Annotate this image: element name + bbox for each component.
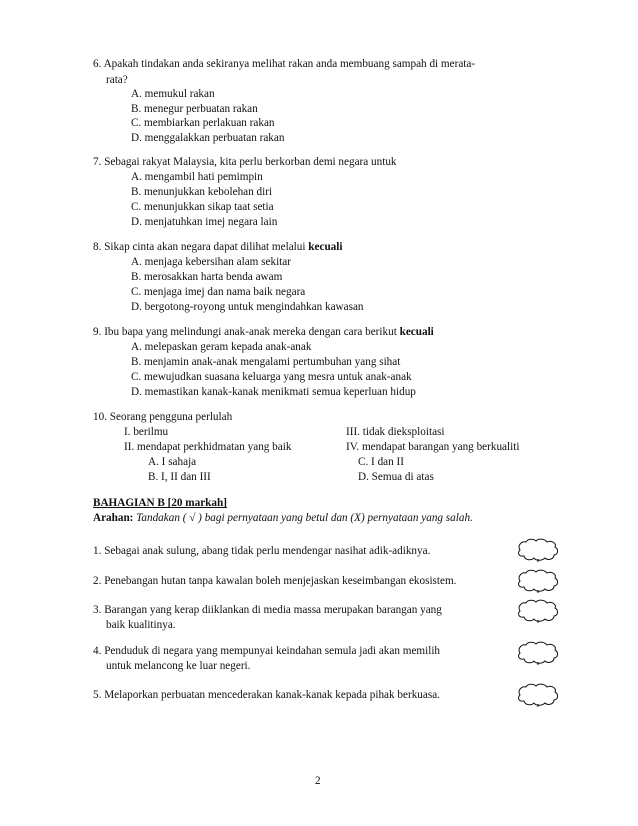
- q9-option-c: C. mewujudkan suasana keluarga yang mesra untuk anak-anak: [131, 371, 412, 383]
- q8-keyword: kecuali: [308, 241, 343, 253]
- cloud-shape-icon: [519, 642, 558, 663]
- q10-option-a: A. I sahaja: [148, 456, 197, 468]
- q6-option-b: B. menegur perbuatan rakan: [131, 103, 258, 115]
- b-item-3-cont: baik kualitinya.: [106, 619, 176, 631]
- q7-stem: 7. Sebagai rakyat Malaysia, kita perlu berkorban demi negara untuk: [93, 156, 397, 168]
- q10-option-c: C. I dan II: [358, 456, 404, 468]
- cloud-shape-icon: [519, 600, 558, 621]
- instruction-text: Tandakan ( √ ) bagi pernyataan yang betul dan (X) pernyataan yang salah.: [136, 512, 473, 524]
- q9-option-d: D. memastikan kanak-kanak menikmati semua keperluan hidup: [131, 386, 416, 398]
- b-item-4-cont: untuk melancong ke luar negeri.: [106, 660, 251, 672]
- cloud-shape-icon: [519, 684, 558, 705]
- q8-option-c: C. menjaga imej dan nama baik negara: [131, 286, 306, 298]
- q7-option-c: C. menunjukkan sikap taat setia: [131, 201, 274, 213]
- section-b-instruction: [93, 513, 473, 524]
- q8-option-d: D. bergotong-royong untuk mengindahkan kawasan: [131, 301, 364, 313]
- q10-statement-1: I. berilmu: [124, 426, 169, 438]
- q8-stem: 8. Sikap cinta akan negara dapat dilihat melalui: [93, 241, 306, 253]
- q10-statement-3: III. tidak dieksploitasi: [346, 426, 445, 438]
- q10-statement-4: IV. mendapat barangan yang berkualiti: [346, 441, 520, 453]
- answer-box-4[interactable]: [516, 640, 560, 666]
- q6-option-c: C. membiarkan perlakuan rakan: [131, 117, 275, 129]
- answer-box-2[interactable]: [516, 568, 560, 594]
- q8-stem-line: [93, 242, 342, 253]
- instruction-label: Arahan:: [93, 512, 134, 524]
- q9-keyword: kecuali: [399, 326, 434, 338]
- q7-option-b: B. menunjukkan kebolehan diri: [131, 186, 273, 198]
- b-item-4: 4. Penduduk di negara yang mempunyai keindahan semula jadi akan memilih: [93, 645, 441, 657]
- q8-option-b: B. merosakkan harta benda awam: [131, 271, 283, 283]
- cloud-shape-icon: [519, 570, 558, 591]
- q6-option-a: A. memukul rakan: [131, 88, 215, 100]
- q6-stem-cont: rata?: [106, 74, 128, 86]
- q9-stem: 9. Ibu bapa yang melindungi anak-anak mereka dengan cara berikut: [93, 326, 397, 338]
- b-item-1: 1. Sebagai anak sulung, abang tidak perlu mendengar nasihat adik-adiknya.: [93, 545, 431, 557]
- q9-stem-line: [93, 327, 434, 338]
- cloud-shape-icon: [519, 539, 558, 560]
- answer-box-5[interactable]: [516, 682, 560, 708]
- page-number: 2: [315, 775, 321, 787]
- b-item-5: 5. Melaporkan perbuatan mencederakan kanak-kanak kepada pihak berkuasa.: [93, 689, 440, 701]
- answer-box-1[interactable]: [516, 537, 560, 563]
- q7-option-a: A. mengambil hati pemimpin: [131, 171, 263, 183]
- q6-option-d: D. menggalakkan perbuatan rakan: [131, 132, 285, 144]
- q10-stem: 10. Seorang pengguna perlulah: [93, 411, 233, 423]
- q10-option-b: B. I, II dan III: [148, 471, 211, 483]
- b-item-3: 3. Barangan yang kerap diiklankan di media massa merupakan barangan yang: [93, 604, 442, 616]
- q9-option-a: A. melepaskan geram kepada anak-anak: [131, 341, 312, 353]
- answer-box-3[interactable]: [516, 598, 560, 624]
- q10-option-d: D. Semua di atas: [358, 471, 434, 483]
- b-item-2: 2. Penebangan hutan tanpa kawalan boleh menjejaskan keseimbangan ekosistem.: [93, 575, 457, 587]
- q6-stem: 6. Apakah tindakan anda sekiranya melihat rakan anda membuang sampah di merata-: [93, 58, 476, 70]
- q8-option-a: A. menjaga kebersihan alam sekitar: [131, 256, 291, 268]
- q7-option-d: D. menjatuhkan imej negara lain: [131, 216, 278, 228]
- section-b-heading: BAHAGIAN B [20 markah]: [93, 497, 227, 509]
- q9-option-b: B. menjamin anak-anak mengalami pertumbuhan yang sihat: [131, 356, 401, 368]
- q10-statement-2: II. mendapat perkhidmatan yang baik: [124, 441, 292, 453]
